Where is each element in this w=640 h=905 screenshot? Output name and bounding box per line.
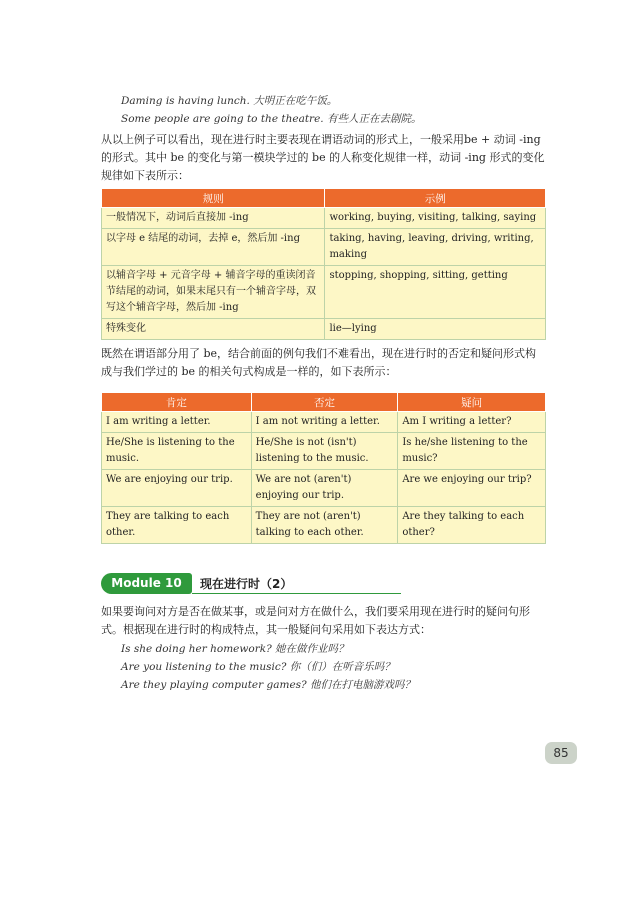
module-title: 现在进行时（2） — [200, 577, 293, 591]
rule-cell: 以字母 e 结尾的动词，去掉 e，然后加 -ing — [102, 229, 325, 266]
module-heading — [101, 573, 401, 595]
negative-cell: I am not writing a letter. — [251, 412, 398, 433]
table-header-row — [102, 189, 546, 208]
example-question-1: Is she doing her homework? 她在做作业吗？ — [121, 643, 349, 655]
table-header-row — [102, 393, 546, 412]
example-question-2: Are you listening to the music? 你（们）在听音乐吗？ — [121, 661, 395, 673]
header-interrogative: 疑问 — [398, 393, 546, 412]
negative-cell: We are not (aren't) enjoying our trip. — [251, 470, 398, 507]
header-negative: 否定 — [251, 393, 398, 412]
table-row — [102, 433, 546, 470]
ing-rules-table — [101, 188, 546, 340]
sentence-forms-table — [101, 392, 546, 544]
negative-cell: They are not (aren't) talking to each other. — [251, 507, 398, 544]
affirmative-cell: We are enjoying our trip. — [102, 470, 252, 507]
rule-cell: 以辅音字母 + 元音字母 + 辅音字母的重读闭音节结尾的动词，如果末尾只有一个辅音字母，双写这个辅音字母，然后加 -ing — [102, 266, 325, 319]
affirmative-cell: I am writing a letter. — [102, 412, 252, 433]
example-sentence-2: Some people are going to the theatre. 有些人正在去剧院。 — [121, 113, 422, 125]
interrogative-cell: Am I writing a letter? — [398, 412, 546, 433]
interrogative-cell: Are they talking to each other? — [398, 507, 546, 544]
table-row — [102, 208, 546, 229]
table-row — [102, 412, 546, 433]
example-sentence-1: Daming is having lunch. 大明正在吃午饭。 — [121, 95, 338, 107]
paragraph-3: 如果要询问对方是否在做某事，或是问对方在做什么，我们要采用现在进行时的疑问句形式。根据现在进行时的构成特点，其一般疑问句采用如下表达方式： — [101, 605, 530, 636]
interrogative-cell: Is he/she listening to the music? — [398, 433, 546, 470]
example-question-3: Are they playing computer games? 他们在打电脑游戏吗？ — [121, 679, 416, 691]
table-row — [102, 470, 546, 507]
example-cell: working, buying, visiting, talking, saying — [325, 208, 546, 229]
module-label: Module 10 — [101, 573, 192, 594]
table-row — [102, 229, 546, 266]
page-number: 85 — [545, 742, 577, 764]
example-cell: taking, having, leaving, driving, writing, making — [325, 229, 546, 266]
negative-cell: He/She is not (isn't) listening to the music. — [251, 433, 398, 470]
rule-cell: 一般情况下，动词后直接加 -ing — [102, 208, 325, 229]
table-row — [102, 266, 546, 319]
rule-cell: 特殊变化 — [102, 319, 325, 340]
affirmative-cell: He/She is listening to the music. — [102, 433, 252, 470]
header-rule: 规则 — [102, 189, 325, 208]
table-row — [102, 507, 546, 544]
table-row — [102, 319, 546, 340]
header-affirmative: 肯定 — [102, 393, 252, 412]
paragraph-2: 既然在谓语部分用了 be，结合前面的例句我们不难看出，现在进行时的否定和疑问形式构成与我们学过的 be 的相关句式构成是一样的，如下表所示： — [101, 347, 537, 378]
paragraph-1: 从以上例子可以看出，现在进行时主要表现在谓语动词的形式上，一般采用be + 动词 -ing 的形式。其中 be 的变化与第一模块学过的 be 的人称变化规律一样，动词 -ing 形式的变化规律如下表所示： — [101, 133, 545, 182]
header-example: 示例 — [325, 189, 546, 208]
example-cell: lie—lying — [325, 319, 546, 340]
example-cell: stopping, shopping, sitting, getting — [325, 266, 546, 319]
interrogative-cell: Are we enjoying our trip? — [398, 470, 546, 507]
module-underline — [192, 593, 401, 594]
affirmative-cell: They are talking to each other. — [102, 507, 252, 544]
